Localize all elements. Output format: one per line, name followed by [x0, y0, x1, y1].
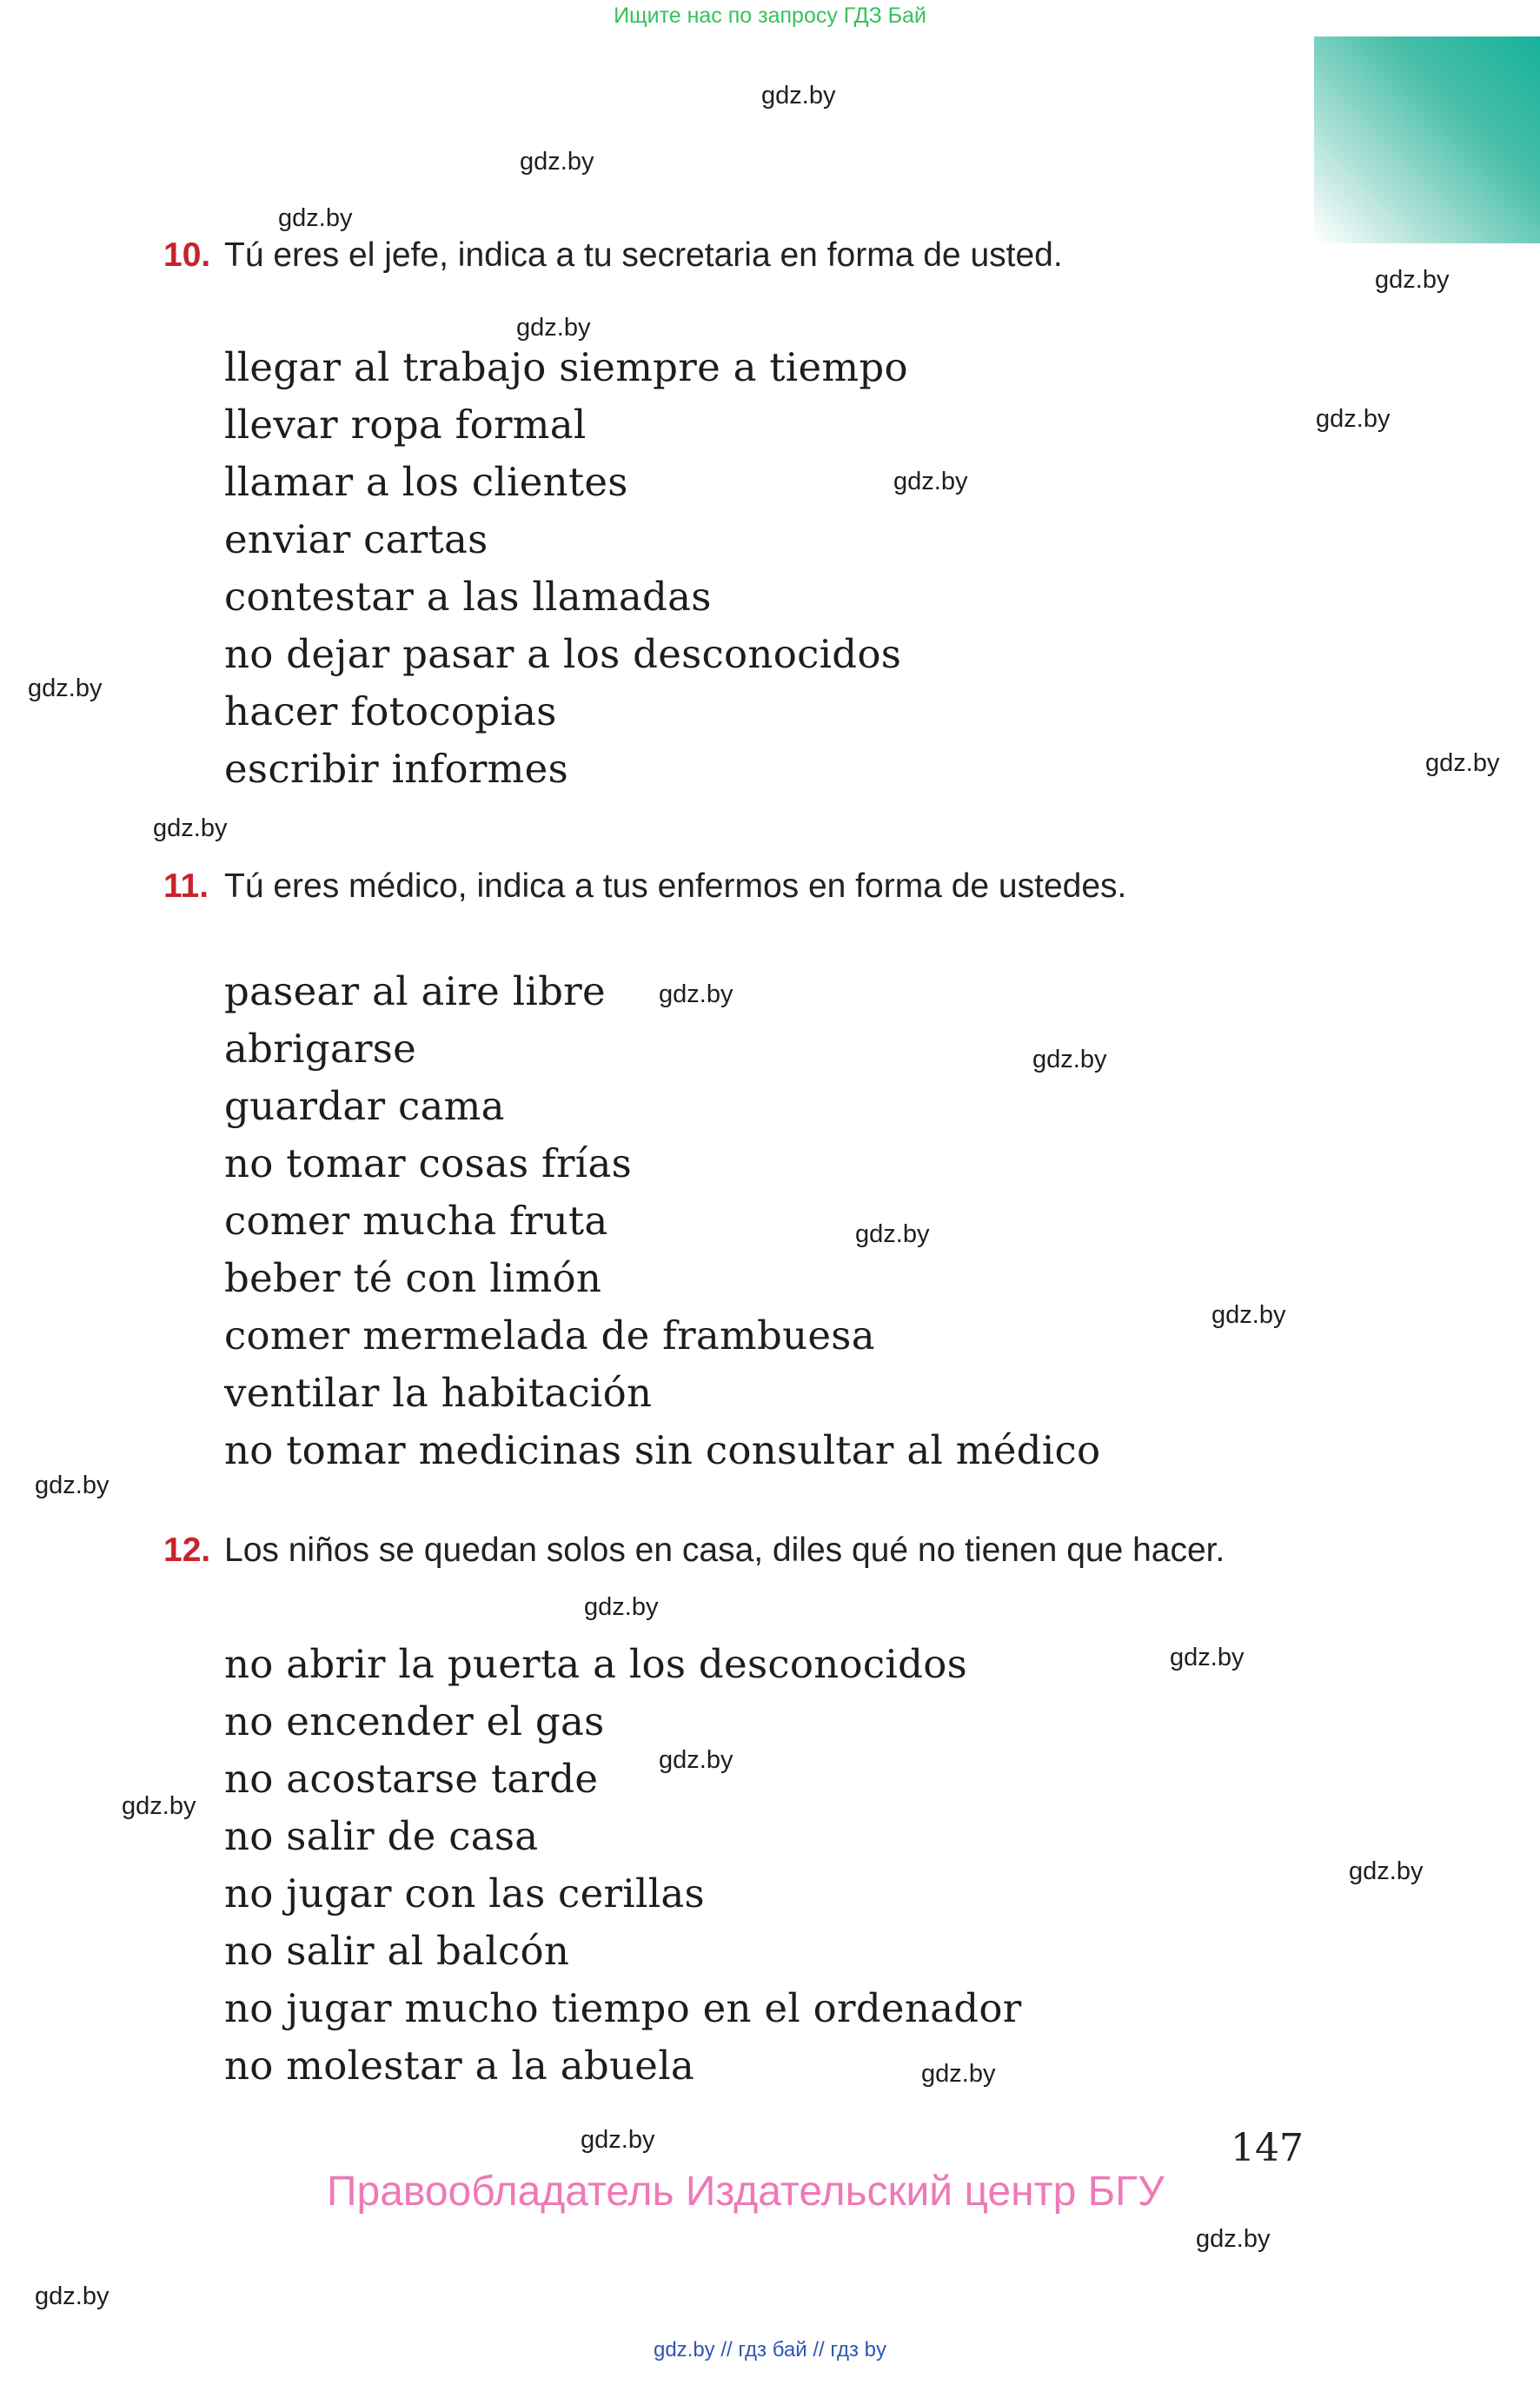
watermark: gdz.by	[659, 980, 733, 1008]
watermark: gdz.by	[761, 82, 836, 110]
watermark: gdz.by	[1425, 749, 1500, 777]
watermark: gdz.by	[122, 1792, 196, 1820]
list-item: llevar ropa formal	[224, 402, 587, 448]
watermark: gdz.by	[1316, 405, 1391, 433]
list-item: guardar cama	[224, 1083, 505, 1129]
watermark: gdz.by	[659, 1746, 733, 1774]
list-item: no acostarse tarde	[224, 1756, 599, 1802]
watermark: gdz.by	[1349, 1857, 1424, 1885]
corner-gradient-decoration	[1314, 37, 1540, 243]
exercise-instruction: Tú eres el jefe, indica a tu secretaria en forma de usted.	[224, 236, 1063, 274]
list-item: no tomar cosas frías	[224, 1140, 632, 1186]
list-item: no salir al balcón	[224, 1928, 570, 1974]
watermark: gdz.by	[1196, 2225, 1271, 2253]
list-item: contestar a las llamadas	[224, 574, 712, 620]
list-item: pasear al aire libre	[224, 968, 606, 1014]
watermark: gdz.by	[1170, 1644, 1245, 1671]
copyright-holder: Правообладатель Издательский центр БГУ	[327, 2169, 1165, 2215]
list-item: comer mucha fruta	[224, 1198, 608, 1244]
exercise-instruction: Tú eres médico, indica a tus enfermos en forma de ustedes.	[224, 867, 1127, 905]
watermark: gdz.by	[1032, 1046, 1107, 1073]
watermark: gdz.by	[278, 204, 353, 232]
list-item: llamar a los clientes	[224, 459, 628, 505]
watermark: gdz.by	[855, 1220, 930, 1248]
list-item: escribir informes	[224, 746, 568, 792]
watermark: gdz.by	[35, 1472, 110, 1499]
list-item: no tomar medicinas sin consultar al médico	[224, 1427, 1101, 1473]
list-item: beber té con limón	[224, 1255, 602, 1301]
list-item: no dejar pasar a los desconocidos	[224, 631, 902, 677]
list-item: comer mermelada de frambuesa	[224, 1312, 875, 1359]
list-item: enviar cartas	[224, 516, 488, 562]
exercise-number: 10.	[163, 236, 211, 274]
watermark: gdz.by	[153, 814, 228, 842]
list-item: no molestar a la abuela	[224, 2043, 695, 2089]
list-item: no jugar mucho tiempo en el ordenador	[224, 1985, 1022, 2031]
watermark: gdz.by	[520, 148, 594, 176]
list-item: no salir de casa	[224, 1813, 539, 1859]
page-number: 147	[1231, 2126, 1304, 2170]
watermark: gdz.by	[35, 2282, 110, 2310]
list-item: ventilar la habitación	[224, 1370, 653, 1416]
list-item: llegar al trabajo siempre a tiempo	[224, 344, 908, 390]
list-item: no encender el gas	[224, 1698, 605, 1744]
list-item: no jugar con las cerillas	[224, 1870, 705, 1917]
watermark: gdz.by	[584, 1593, 659, 1621]
exercise-instruction: Los niños se quedan solos en casa, diles qué no tienen que hacer.	[224, 1531, 1225, 1569]
watermark: gdz.by	[1211, 1301, 1286, 1329]
exercise-number: 12.	[163, 1531, 211, 1569]
list-item: no abrir la puerta a los desconocidos	[224, 1641, 968, 1687]
top-search-banner: Ищите нас по запросу ГДЗ Бай	[614, 3, 926, 28]
watermark: gdz.by	[893, 468, 968, 495]
exercise-number: 11.	[163, 867, 209, 905]
watermark: gdz.by	[1375, 266, 1450, 294]
list-item: abrigarse	[224, 1026, 417, 1072]
list-item: hacer fotocopias	[224, 688, 557, 734]
footer-links: gdz.by // гдз бай // гдз by	[653, 2338, 887, 2362]
watermark: gdz.by	[921, 2060, 996, 2088]
watermark: gdz.by	[516, 314, 591, 342]
watermark: gdz.by	[581, 2126, 655, 2154]
watermark: gdz.by	[28, 674, 103, 702]
